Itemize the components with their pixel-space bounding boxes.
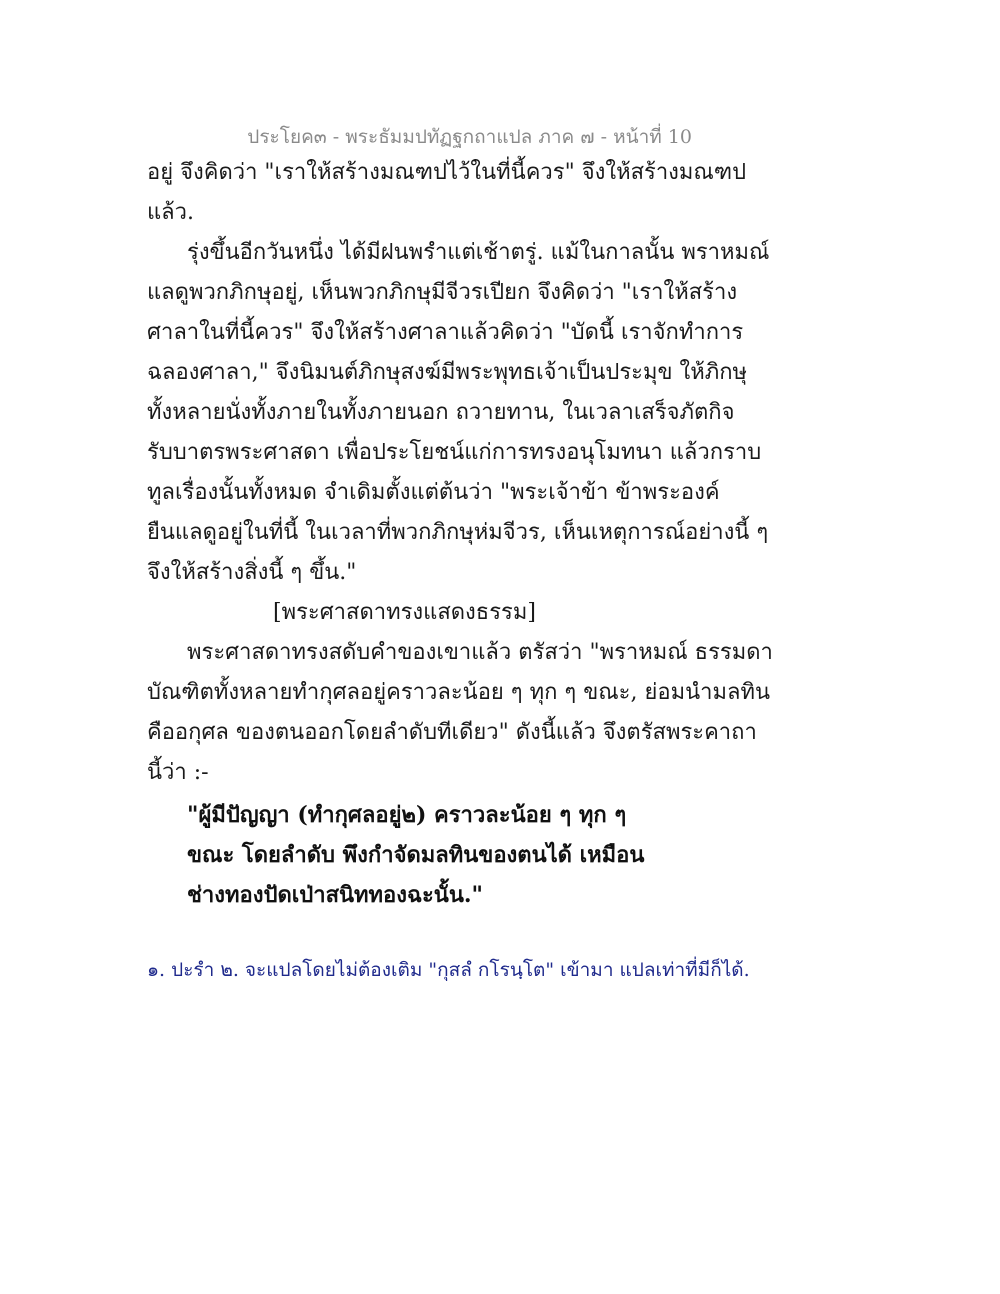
- body-line: แล้ว.: [147, 200, 195, 225]
- body-line: ทูลเรื่องนั้นทั้งหมด จำเดิมตั้งแต่ต้นว่า "พระเจ้าข้า ข้าพระองค์: [147, 480, 720, 505]
- body-line: ศาลาในที่นี้ควร" จึงให้สร้างศาลาแล้วคิดว่า "บัดนี้ เราจักทำการ: [147, 320, 744, 345]
- body-line: ยืนแลดูอยู่ในที่นี้ ในเวลาที่พวกภิกษุห่มจีวร, เห็นเหตุการณ์อย่างนี้ ๆ: [147, 520, 769, 545]
- body-line: พระศาสดาทรงสดับคำของเขาแล้ว ตรัสว่า "พราหมณ์ ธรรมดา: [187, 640, 773, 665]
- body-line: จึงให้สร้างสิ่งนี้ ๆ ขึ้น.": [147, 560, 357, 585]
- body-line: แลดูพวกภิกษุอยู่, เห็นพวกภิกษุมีจีวรเปียก จึงคิดว่า "เราให้สร้าง: [147, 280, 738, 305]
- section-heading: [พระศาสดาทรงแสดงธรรม]: [273, 600, 536, 625]
- body-line: คืออกุศล ของตนออกโดยลำดับทีเดียว" ดังนี้แล้ว จึงตรัสพระคาถา: [147, 720, 757, 745]
- body-line: ทั้งหลายนั่งทั้งภายในทั้งภายนอก ถวายทาน, ในเวลาเสร็จภัตกิจ: [147, 400, 735, 425]
- footnote: ๑. ปะรำ ๒. จะแปลโดยไม่ต้องเติม "กุสลํ กโรนฺโต" เข้ามา แปลเท่าที่มีก็ได้.: [147, 959, 750, 981]
- verse-line: ขณะ โดยลำดับ พึงกำจัดมลทินของตนได้ เหมือน: [187, 842, 645, 868]
- running-header: ประโยค๓ - พระธัมมปทัฏฐกถาแปล ภาค ๗ - หน้าที่ 10: [247, 126, 692, 148]
- body-line: รับบาตรพระศาสดา เพื่อประโยชน์แก่การทรงอนุโมทนา แล้วกราบ: [147, 440, 762, 465]
- verse-line: ช่างทองปัดเป่าสนิททองฉะนั้น.": [187, 882, 484, 908]
- body-line: ฉลองศาลา," จึงนิมนต์ภิกษุสงฆ์มีพระพุทธเจ้าเป็นประมุข ให้ภิกษุ: [147, 360, 748, 385]
- body-line: นี้ว่า :-: [147, 760, 209, 785]
- body-line: รุ่งขึ้นอีกวันหนึ่ง ได้มีฝนพรำแต่เช้าตรู่. แม้ในกาลนั้น พราหมณ์: [187, 240, 770, 265]
- body-line: อยู่ จึงคิดว่า "เราให้สร้างมณฑปไว้ในที่นี้ควร" จึงให้สร้างมณฑป: [147, 160, 747, 185]
- verse-line: "ผู้มีปัญญา (ทำกุศลอยู่๒) คราวละน้อย ๆ ทุก ๆ: [187, 802, 627, 828]
- body-line: บัณฑิตทั้งหลายทำกุศลอยู่คราวละน้อย ๆ ทุก ๆ ขณะ, ย่อมนำมลทิน: [147, 680, 771, 705]
